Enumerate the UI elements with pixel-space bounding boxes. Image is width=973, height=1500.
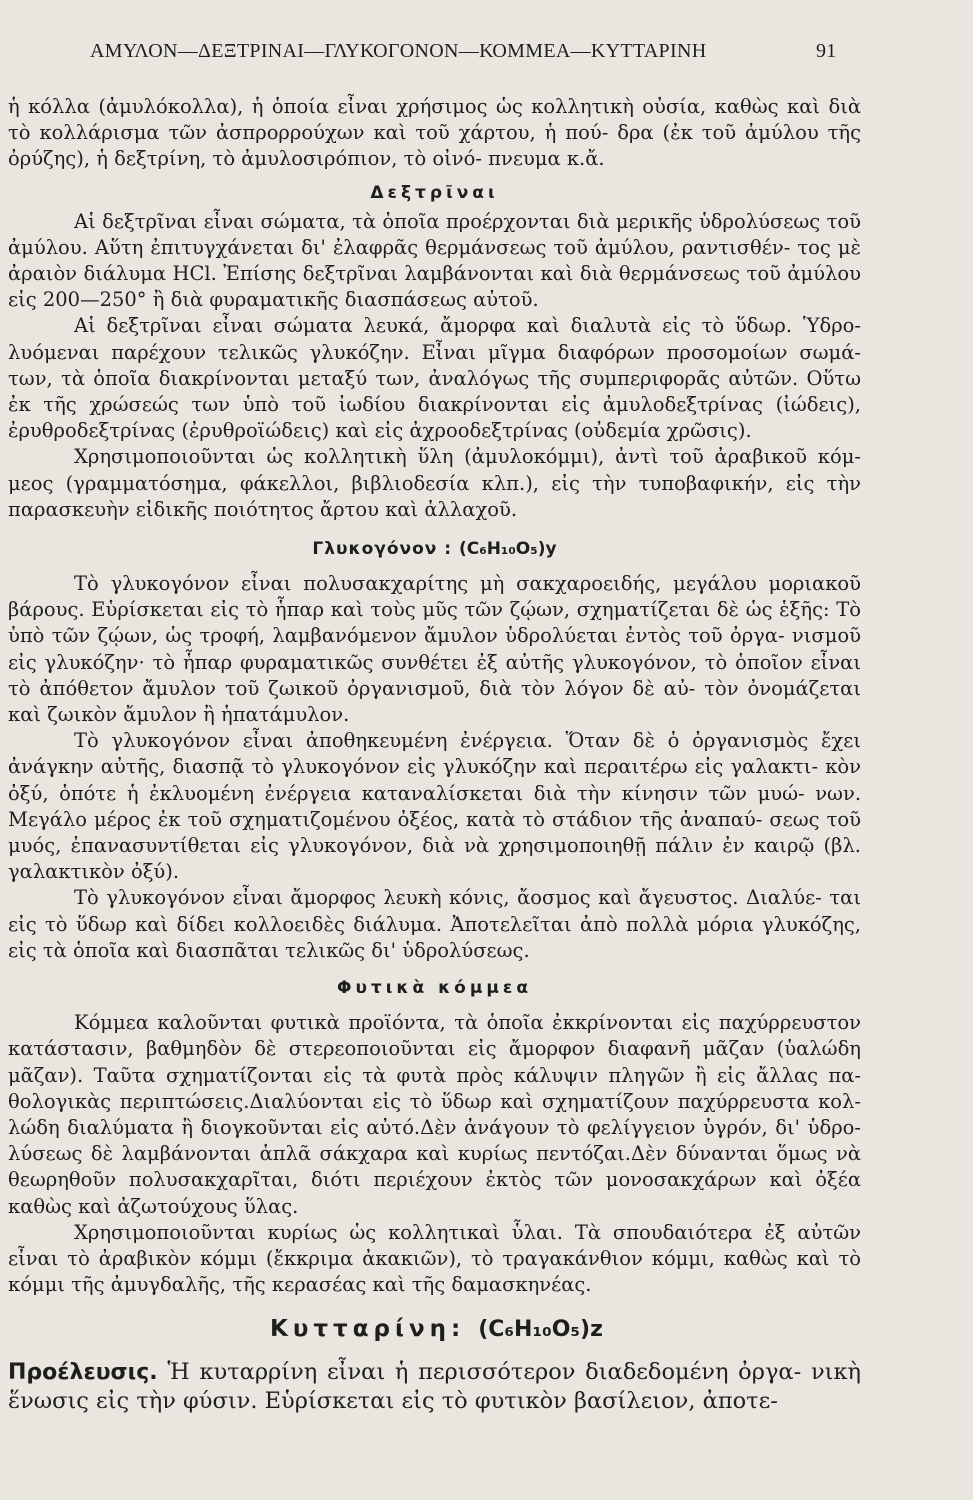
text-line: λυόμεναι παρέχουν τελικῶς γλυκόζην. Εἶναι μῖγμα διαφόρων προσομοίων σωμά- [8,340,861,364]
text-line: τος μὲ ἀραιὸν διάλυμα HCl. Ἐπίσης δεξτρῖναι λαμβάνονται καὶ διὰ θερμάνσεως [8,235,861,286]
text-line: δρα (ἐκ τοῦ ἀμύλου τῆς ὀρύζης), ἡ δεξτρίνη, τὸ ἀμυλοσιρόπιον, τὸ οἰνό- [8,121,861,171]
text-line: μεος (γραμματόσημα, φάκελλοι, βιβλιοδεσία κλπ.), εἰς τὴν τυποβαφικήν, εἰς τὴν [8,471,861,495]
glykogonon-paragraph-2 [8,728,861,885]
text-line: νικὴ ἕνωσις εἰς τὴν φύσιν. Εὑρίσκεται εἰς τὸ φυτικὸν βασίλειον, ἀποτε- [8,1359,861,1415]
dextrinai-paragraph-1 [8,209,861,314]
section-heading-kommea: Φυτικὰ κόμμεα [337,978,532,999]
text-line: των, τὰ ὁποῖα διακρίνονται μεταξύ των, ἀναλόγως τῆς συμπεριφορᾶς αὐτῶν. Οὕτω [8,366,861,390]
paragraph-lead: Προέλευσις. [8,1360,158,1386]
text-line: τὸν ὀνομάζεται καὶ ζωικὸν ἄμυλον ἢ ἡπατάμυλον. [8,676,861,727]
text-line: ἡ κόλλα (ἀμυλόκολλα), ἡ ὁποία εἶναι χρήσιμος ὡς κολλητικὴ οὐσία, [8,95,707,118]
text-line: θεωρηθοῦν πολυσακχαρῖται, διότι περιέχουν ἐκτὸς τῶν μονοσακχάρων καὶ ὀξέα [8,1168,861,1192]
page-header [8,36,861,66]
heading-label: Κυτταρίνη: [270,1316,466,1343]
text-line: εἶναι τὸ ἀραβικὸν κόμμι (ἔκκριμα ἀκακιῶν), τὸ τραγακάνθιον κόμμι, καθὼς καὶ [8,1246,830,1270]
text-line: νων. Μεγάλο μέρος ἐκ τοῦ σχηματιζομένου ὀξέος, κατὰ τὸ στάδιον τῆς ἀναπαύ- [8,781,862,831]
text-line: Τὸ γλυκογόνον εἶναι ἀποθηκευμένη ἐνέργεια. Ὅταν δὲ ὁ ὀργανισμὸς ἔχει [74,729,861,753]
chemical-formula: (C₆H₁₀O₅)y [459,539,557,560]
text-line: ὁποῖον εἶναι τὸ ἀπόθετον ἄμυλον τοῦ ζωικοῦ ὀργανισμοῦ, διὰ τὸν λόγον δὲ αὐ- [8,650,861,700]
text-line: Τὸ ὑπὸ τῶν ζῴων, ὡς τροφή, λαμβανόμενον ἄμυλον ὑδρολύεται ἐντὸς τοῦ ὀργα- [8,598,861,648]
running-title: ΑΜΥΛΟΝ—ΔΕΞΤΡΙΝΑΙ—ΓΛΥΚΟΓΟΝΟΝ—ΚΟΜΜΕΑ—ΚΥΤΤΑΡΙΝΗ [90,40,707,62]
text-line: τοῦ ἀμύλου εἰς 200—250° ἢ διὰ φυραματικῆς διασπάσεως αὐτοῦ. [8,262,861,312]
section-heading-glykogonon [8,539,861,559]
text-line: κατάστασιν, βαθμηδὸν δὲ στερεοποιοῦνται εἰς ἄμορφον διαφανῆ μᾶζαν (ὑαλώδη [8,1037,861,1061]
text-line: ἐκ τῆς χρώσεώς των ὑπὸ τοῦ ἰωδίου διακρίνονται εἰς ἀμυλοδεξτρίνας (ἰώδεις), [8,393,861,417]
kyttarini-paragraph-1 [8,1358,861,1416]
section-heading-dextrinai: Δεξτρῖναι [370,182,499,203]
text-line: γλυκόζης, εἰς τὰ ὁποῖα καὶ διασπᾶται τελικῶς δι' ὑδρολύσεως. [8,912,861,962]
text-line: λώδη διαλύματα ἢ διογκοῦνται εἰς αὐτό.Δὲν ἀνάγουν τὸ φελίγγειον ὑγρόν, δι' ὑδρο- [8,1115,861,1139]
page-body [8,94,861,1416]
text-line: λύσεως δὲ λαμβάνονται ἁπλᾶ σάκχαρα καὶ κυρίως πεντόζαι.Δὲν δύνανται ὅμως νὰ [8,1142,861,1166]
dextrinai-paragraph-3 [8,444,861,523]
text-line: μᾶζαν). Ταῦτα σχηματίζονται εἰς τὰ φυτὰ πρὸς κάλυψιν πληγῶν ἢ εἰς ἄλλας πα- [8,1063,861,1087]
text-line: νισμοῦ εἰς γλυκόζην· τὸ ἧπαρ φυραματικῶς συνθέτει ἐξ αὐτῆς γλυκογόνον, τὸ [8,624,861,674]
text-line: καθὼς καὶ ἀζωτούχους ὕλας. [8,1194,299,1218]
glykogonon-paragraph-1 [8,571,861,728]
text-line: καθὼς καὶ διὰ τὸ κολλάρισμα τῶν ἀσπρορρούχων καὶ τοῦ χάρτου, ἡ πού- [8,95,862,145]
text-line: Αἱ δεξτρῖναι εἶναι σώματα λευκά, ἄμορφα καὶ διαλυτὰ εἰς τὸ ὕδωρ. Ὑδρο- [74,314,861,338]
intro-paragraph [8,94,861,173]
kommea-paragraph-1 [8,1010,861,1220]
text-line: Χρησιμοποιοῦνται ὡς κολλητικὴ ὕλη (ἀμυλοκόμμι), ἀντὶ τοῦ ἀραβικοῦ κόμ- [74,445,861,469]
text-line: θολογικὰς περιπτώσεις.Διαλύονται εἰς τὸ ὕδωρ καὶ σχηματίζουν παχύρρευστα κολ- [8,1089,861,1113]
heading-label: Γλυκογόνον : [312,539,453,560]
text-line: Κόμμεα καλοῦνται φυτικὰ προϊόντα, τὰ ὁποῖα ἐκκρίνονται εἰς παχύρρευστον [74,1011,861,1035]
section-heading-kyttarini [8,1316,861,1342]
text-line: Τὸ γλυκογόνον εἶναι πολυσακχαρίτης μὴ σακχαροειδής, μεγάλου μοριακοῦ [74,572,861,596]
text-line: πνευμα κ.ἄ. [488,147,605,171]
text-line: κὸν ὀξύ, ὁπότε ἡ ἐκλυομένη ἐνέργεια καταναλίσκεται διὰ τὴν κίνησιν τῶν μυώ- [8,755,862,805]
text-line: βάρους. Εὑρίσκεται εἰς τὸ ἧπαρ καὶ τοὺς μῦς τῶν ζῴων, σχηματίζεται δὲ ὡς ἑξῆς: [8,598,830,622]
kommea-paragraph-2 [8,1220,861,1299]
text-line: καιρῷ (βλ. γαλακτικὸν ὀξύ). [8,834,861,884]
text-line: ται εἰς τὸ ὕδωρ καὶ δίδει κολλοειδὲς διάλυμα. Ἀποτελεῖται ἀπὸ πολλὰ μόρια [8,886,861,936]
text-line: Ἡ κυταρρίνη εἶναι ἡ περισσότερον διαδεδομένη ὀργα- [167,1359,802,1386]
text-line: ἐρυθροδεξτρίνας (ἐρυθροϊώδεις) καὶ εἰς ἀχροοδεξτρίνας (οὐδεμία χρῶσις). [8,419,752,443]
page-number: 91 [816,40,837,62]
text-line: τὸ κόμμι τῆς ἀμυγδαλῆς, τῆς κερασέας καὶ τῆς δαμασκηνέας. [8,1246,861,1297]
text-line: Τὸ γλυκογόνον εἶναι ἄμορφος λευκὴ κόνις, ἄοσμος καὶ ἄγευστος. Διαλύε- [74,886,822,910]
text-line: Χρησιμοποιοῦνται κυρίως ὡς κολλητικαὶ ὗλαι. Τὰ σπουδαιότερα ἐξ αὐτῶν [74,1220,861,1244]
text-line: ἀνάγκην αὐτῆς, διασπᾷ τὸ γλυκογόνον εἰς γλυκόζην καὶ περαιτέρω εἰς γαλακτι- [8,755,819,779]
glykogonon-paragraph-3 [8,885,861,964]
text-line: σεως τοῦ μυός, ἐπανασυντίθεται εἰς γλυκογόνον, διὰ νὰ χρησιμοποιηθῇ πάλιν ἐν [8,807,861,858]
text-line: τοῦ ἀμύλου. Αὕτη ἐπιτυγχάνεται δι' ἐλαφρᾶς θερμάνσεως τοῦ ἀμύλου, ραντισθέν- [8,209,861,259]
text-line: παρασκευὴν εἰδικῆς ποιότητος ἄρτου καὶ ἀλλαχοῦ. [8,497,518,521]
chemical-formula: (C₆H₁₀O₅)z [478,1317,603,1343]
text-line: Αἱ δεξτρῖναι εἶναι σώματα, τὰ ὁποῖα προέρχονται διὰ μερικῆς ὑδρολύσεως [74,209,821,233]
dextrinai-paragraph-2 [8,313,861,444]
